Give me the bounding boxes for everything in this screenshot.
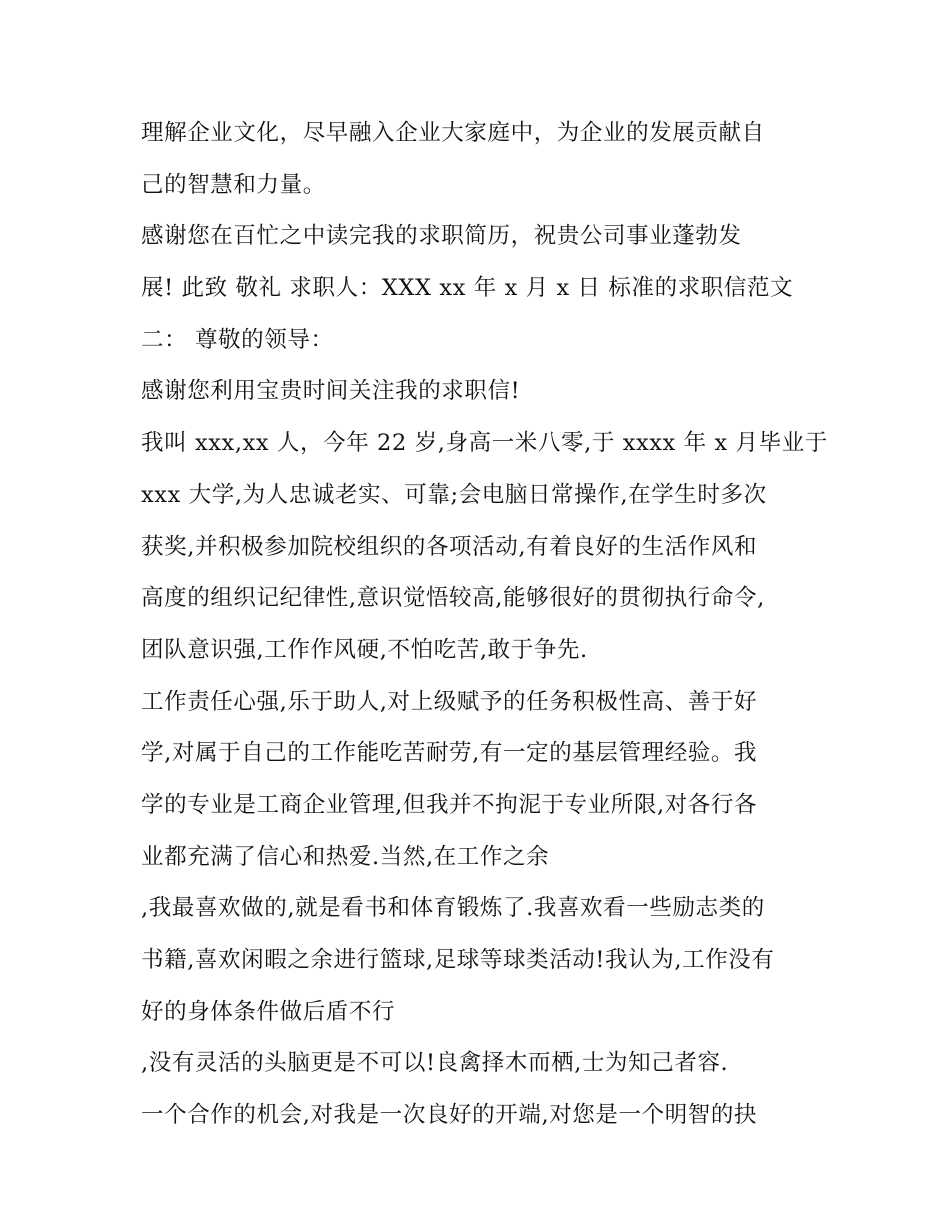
text-line: 学,对属于自己的工作能吃苦耐劳,有一定的基层管理经验。我 [141,740,758,767]
text-line: 高度的组织记纪律性,意识觉悟较高,能够很好的贯彻执行命令, [141,585,765,612]
text-line: 我叫 xxx,xx 人，今年 22 岁,身高一米八零,于 xxxx 年 x 月毕业于 [141,430,828,457]
text-line: 学的专业是工商企业管理,但我并不拘泥于专业所限,对各行各 [141,791,758,818]
text-line: ,我最喜欢做的,就是看书和体育锻炼了.我喜欢看一些励志类的 [141,895,765,922]
text-line: 业都充满了信心和热爱.当然,在工作之余 [141,843,550,870]
text-line: 展! 此致 敬礼 求职人：XXX xx 年 x 月 x 日 标准的求职信范文 [141,275,794,302]
text-line: 感谢您利用宝贵时间关注我的求职信! [141,378,521,405]
text-line: 团队意识强,工作作风硬,不怕吃苦,敢于争先. [141,636,588,663]
text-line: 感谢您在百忙之中读完我的求职简历，祝贵公司事业蓬勃发 [141,223,742,250]
text-line: 二： 尊敬的领导： [141,326,334,353]
text-line: 好的身体条件做后盾不行 [141,998,396,1025]
text-line: 一个合作的机会,对我是一次良好的开端,对您是一个明智的抉 [141,1102,758,1129]
text-line: xxx 大学,为人忠诚老实、可靠;会电脑日常操作,在学生时多次 [141,481,767,508]
body-text [141,108,828,1142]
text-line: 工作责任心强,乐于助人,对上级赋予的任务积极性高、善于好 [141,688,758,715]
text-line: 书籍,喜欢闲暇之余进行篮球,足球等球类活动!我认为,工作没有 [141,947,775,973]
text-line: 己的智慧和力量。 [141,171,326,198]
text-line: ,没有灵活的头脑更是不可以!良禽择木而栖,士为知己者容. [141,1050,729,1077]
text-line: 获奖,并积极参加院校组织的各项活动,有着良好的生活作风和 [141,533,758,560]
text-line: 理解企业文化，尽早融入企业大家庭中，为企业的发展贡献自 [141,120,765,146]
